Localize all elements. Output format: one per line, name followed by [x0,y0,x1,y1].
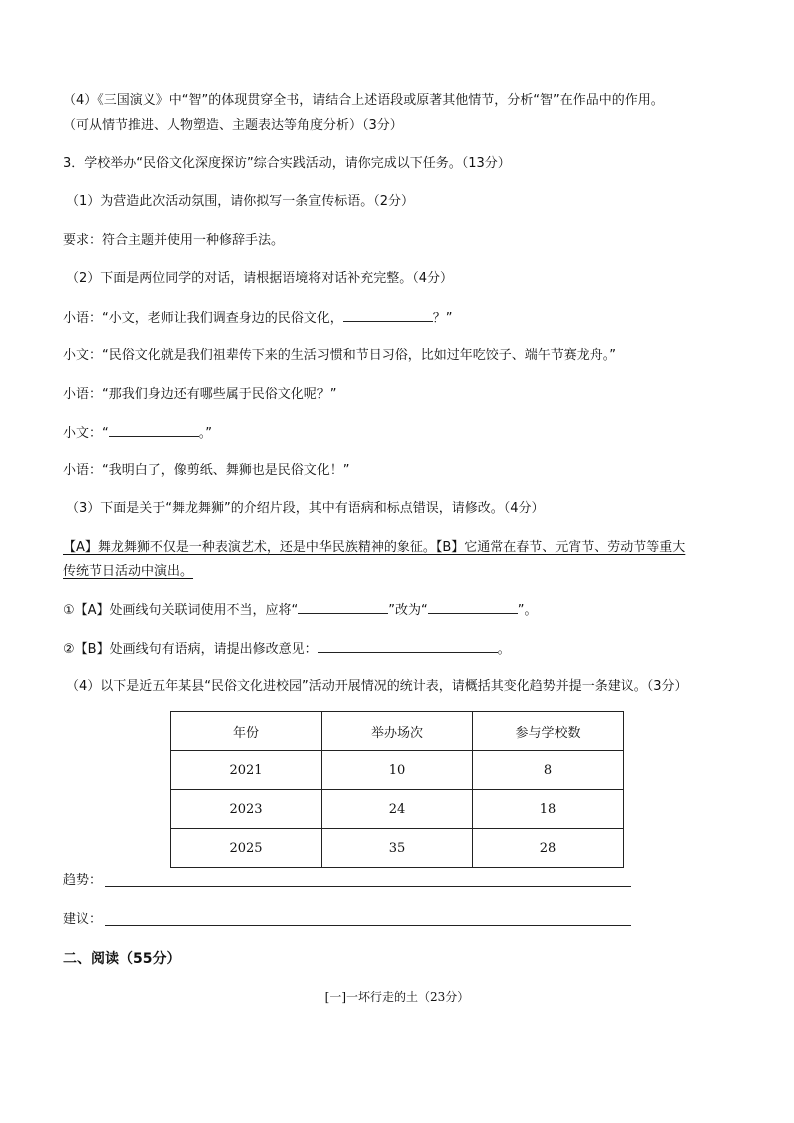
task-2-prompt: （2）下面是两位同学的对话，请根据语境将对话补充完整。（4分） [66,271,454,286]
table-header-cell: 举办场次 [322,712,473,751]
sub-1-mid: ”改为“ [388,603,428,618]
dialogue-line-5: 小语：“我明白了，像剪纸、舞狮也是民俗文化！” [63,463,350,478]
dialogue-1-blank[interactable] [343,309,433,322]
stats-table [170,711,624,868]
section-2-title: 二、阅读（55分） [63,951,181,967]
sub-1-blank-b[interactable] [428,601,518,614]
question-3-header: 3．学校举办“民俗文化深度探访”综合实践活动，请你完成以下任务。（13分） [63,156,511,171]
suggestion-label: 建议： [63,912,103,927]
task-3-prompt: （3）下面是关于“舞龙舞狮”的介绍片段，其中有语病和标点错误，请修改。（4分） [66,501,545,516]
reading-1-title: [一]一坏行走的土（23分） [324,990,470,1004]
dialogue-line-4 [63,424,212,443]
table-header-cell: 参与学校数 [473,712,624,751]
table-cell: 10 [322,751,473,790]
trend-answer-line[interactable] [105,886,631,887]
task-1-requirement: 要求：符合主题并使用一种修辞手法。 [63,233,285,248]
table-row [171,829,624,868]
task-1-prompt: （1）为营造此次活动氛围，请你拟写一条宣传标语。（2分） [66,194,415,209]
trend-label: 趋势： [63,873,103,888]
passage-line-1: 【A】舞龙舞狮不仅是一种表演艺术，还是中华民族精神的象征。【B】它通常在春节、元宵节、劳动节等重大 [63,540,686,555]
suggestion-answer-line[interactable] [105,925,631,926]
dialogue-1-text: 小语：“小文，老师让我们调查身边的民俗文化， [63,311,343,326]
table-cell: 28 [473,829,624,868]
dialogue-1-end: ？” [432,311,453,326]
sub-2-blank[interactable] [318,640,498,653]
table-row [171,751,624,790]
task-4-prompt: （4）以下是近五年某县“民俗文化进校园”活动开展情况的统计表，请概括其变化趋势并提一条建议。（3分） [66,679,688,694]
sub-2-end: 。 [497,642,511,657]
dialogue-4-end: 。” [198,426,212,441]
table-cell: 24 [322,790,473,829]
table-row [171,790,624,829]
sub-1-blank-a[interactable] [298,601,388,614]
passage-line-2: 传统节日活动中演出。 [63,564,194,579]
dialogue-4-text: 小文：“ [63,426,109,441]
sub-1-text: ①【A】处画线句关联词使用不当，应将“ [63,603,299,618]
task-3-subquestion-2 [63,640,511,659]
table-header-cell: 年份 [171,712,322,751]
dialogue-line-3: 小语：“那我们身边还有哪些属于民俗文化呢？” [63,387,337,402]
dialogue-line-2: 小文：“民俗文化就是我们祖辈传下来的生活习惯和节日习俗，比如过年吃饺子、端午节赛龙舟。” [63,348,616,363]
task-3-subquestion-1 [63,601,538,620]
dialogue-line-1 [63,309,453,328]
question-2-4-line1: （4）《三国演义》中“智”的体现贯穿全书，请结合上述语段或原著其他情节，分析“智”在作品中的作用。 [63,93,664,108]
table-cell: 2023 [171,790,322,829]
sub-2-text: ②【B】处画线句有语病，请提出修改意见： [63,642,318,657]
table-header-row [171,712,624,751]
sub-1-end: ”。 [517,603,538,618]
table-cell: 2021 [171,751,322,790]
table-cell: 2025 [171,829,322,868]
question-2-4-line2: （可从情节推进、人物塑造、主题表达等角度分析）（3分） [63,118,403,133]
dialogue-4-blank[interactable] [109,424,199,437]
table-cell: 35 [322,829,473,868]
table-cell: 18 [473,790,624,829]
table-cell: 8 [473,751,624,790]
